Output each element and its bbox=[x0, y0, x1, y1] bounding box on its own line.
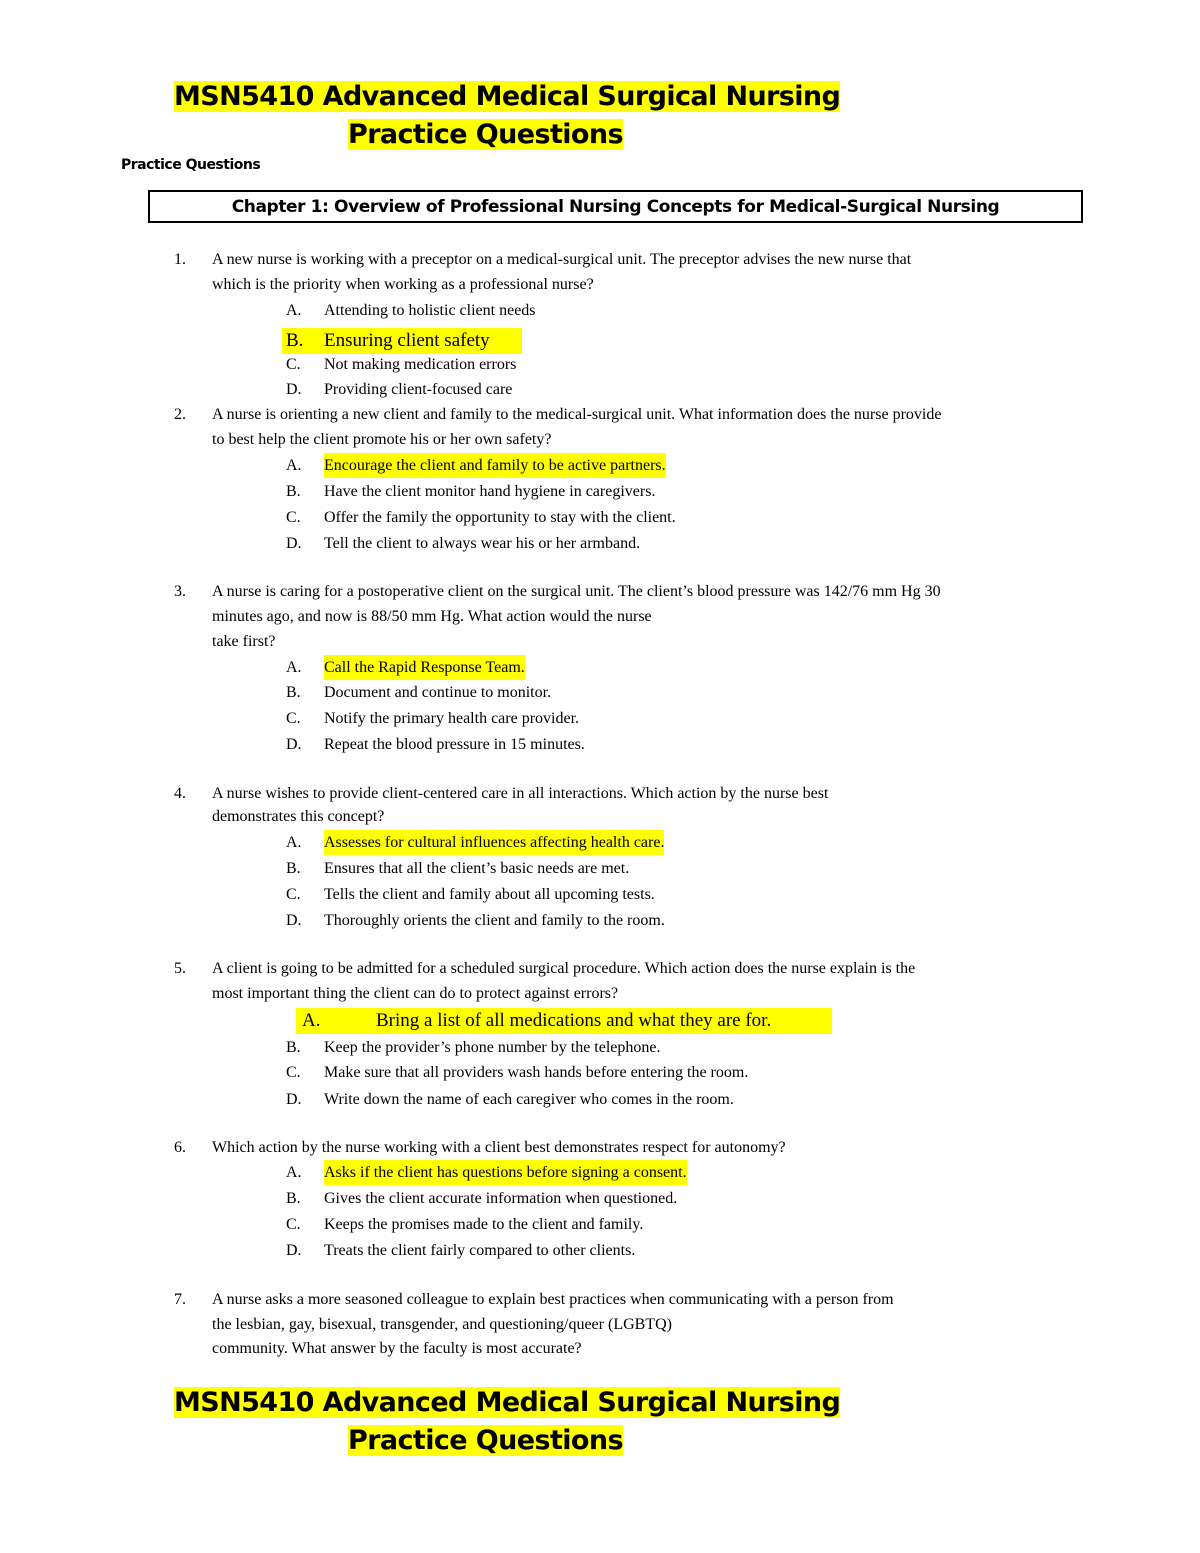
question-stem-line: demonstrates this concept? bbox=[212, 808, 385, 825]
question-stem-line: A nurse wishes to provide client-centered care in all interactions. Which action by the nurse best bbox=[212, 785, 829, 802]
question-stem-line: A nurse asks a more seasoned colleague to explain best practices when communicating with a person from bbox=[212, 1291, 894, 1308]
question-number: 6. bbox=[174, 1139, 186, 1156]
question-stem-line: most important thing the client can do to protect against errors? bbox=[212, 985, 619, 1002]
question-stem-line: which is the priority when working as a professional nurse? bbox=[212, 276, 594, 293]
chapter-heading-box bbox=[148, 190, 1083, 223]
question-stem-line: the lesbian, gay, bisexual, transgender, and questioning/queer (LGBTQ) bbox=[212, 1316, 672, 1333]
document-subtitle: Practice Questions bbox=[348, 119, 623, 150]
question-stem-line: Which action by the nurse working with a client best demonstrates respect for autonomy? bbox=[212, 1139, 786, 1156]
document-title: MSN5410 Advanced Medical Surgical Nursing bbox=[174, 81, 841, 112]
question-stem-line: take first? bbox=[212, 633, 276, 650]
document-page: MSN5410 Advanced Medical Surgical Nursing Practice Questions Practice Questions Chapter 1: Overview of Professional Nursing Concepts for Medical-Surgical Nursing 1. A new nurse is working with a preceptor on a medical-surgical unit. The preceptor advises the new nurse that which is the priority when working as a professional nurse? A. Attending to holistic client needs B. Ensuring client safety C. Not making medication errors D. Providing client-focused care 2. A nurse is orienting a new client and family to the medical-surgical unit. What information does the nurse provide to best help the client promote his or her own safety? A. Encourage the client and family to be active partners. B. Have the client monitor hand hygiene in caregivers. C. Offer the family the opportunity to stay with the client. D. Tell the client to always wear his or her armband. 3. A nurse is caring for a postoperative client on the surgical unit. The client’s blood pressure was 142/76 mm Hg 30 minutes ago, and now is 88/50 mm Hg. What action would the nurse take first? A. Call the Rapid Response Team. B. Document and continue to monitor. C. Notify the primary health care provider. D. Repeat the blood pressure in 15 minutes. 4. A nurse wishes to provide client-centered care in all interactions. Which action by the nurse best demonstrates this concept? A. Assesses for cultural influences affecting health care. B. Ensures that all the client’s basic needs are met. C. Tells the client and family about all upcoming tests. D. Thoroughly orients the client and family to the room. 5. A client is going to be admitted for a scheduled surgical procedure. Which action does the nurse explain is the most important thing the client can do to protect against errors? A. Bring a list of all medications and what they are for. B. Keep the provider’s phone number by the telephone. C. Make sure that all providers wash hands before entering the room. D. Write down the name of each caregiver who comes in the room. 6. Which action by the nurse working with a client best demonstrates respect for autonomy? A. Asks if the client has questions before signing a consent. B. Gives the client accurate information when questioned. C. Keeps the promises made to the client and family. D. Treats the client fairly compared to other clients. 7. A nurse asks a more seasoned colleague to explain best practices when communicating with a person from the lesbian, gay, bisexual, transgender, and questioning/queer (LGBTQ) community. What answer by the faculty is most accurate? MSN5410 Advanced Medical Surgical Nursing Practice Questions bbox=[0, 0, 1200, 1553]
question-stem-line: A nurse is orienting a new client and family to the medical-surgical unit. What information does the nurse provide bbox=[212, 406, 942, 423]
question-stem-line: to best help the client promote his or her own safety? bbox=[212, 431, 552, 448]
question-stem-line: A client is going to be admitted for a scheduled surgical procedure. Which action does the nurse explain is the bbox=[212, 960, 916, 977]
question-number: 4. bbox=[174, 785, 186, 802]
question-stem-line: A new nurse is working with a preceptor on a medical-surgical unit. The preceptor advises the new nurse that bbox=[212, 251, 912, 268]
question-stem-line: minutes ago, and now is 88/50 mm Hg. What action would the nurse bbox=[212, 608, 652, 625]
question-number: 7. bbox=[174, 1291, 186, 1308]
question-number: 3. bbox=[174, 583, 186, 600]
option-5a-answer: A. Bring a list of all medications and what they are for. bbox=[296, 1008, 832, 1034]
question-stem-line: A nurse is caring for a postoperative client on the surgical unit. The client’s blood pressure was 142/76 mm Hg 30 bbox=[212, 583, 941, 600]
document-subtitle-repeat: Practice Questions bbox=[348, 1425, 623, 1456]
document-title-repeat: MSN5410 Advanced Medical Surgical Nursing bbox=[174, 1387, 841, 1418]
chapter-heading: Chapter 1: Overview of Professional Nursing Concepts for Medical-Surgical Nursing bbox=[231, 196, 1000, 217]
question-number: 1. bbox=[174, 251, 186, 268]
question-number: 5. bbox=[174, 960, 186, 977]
question-number: 2. bbox=[174, 406, 186, 423]
option-1b-answer: B. Ensuring client safety bbox=[282, 328, 522, 354]
section-heading: Practice Questions bbox=[121, 157, 261, 173]
question-stem-line: community. What answer by the faculty is most accurate? bbox=[212, 1340, 582, 1357]
